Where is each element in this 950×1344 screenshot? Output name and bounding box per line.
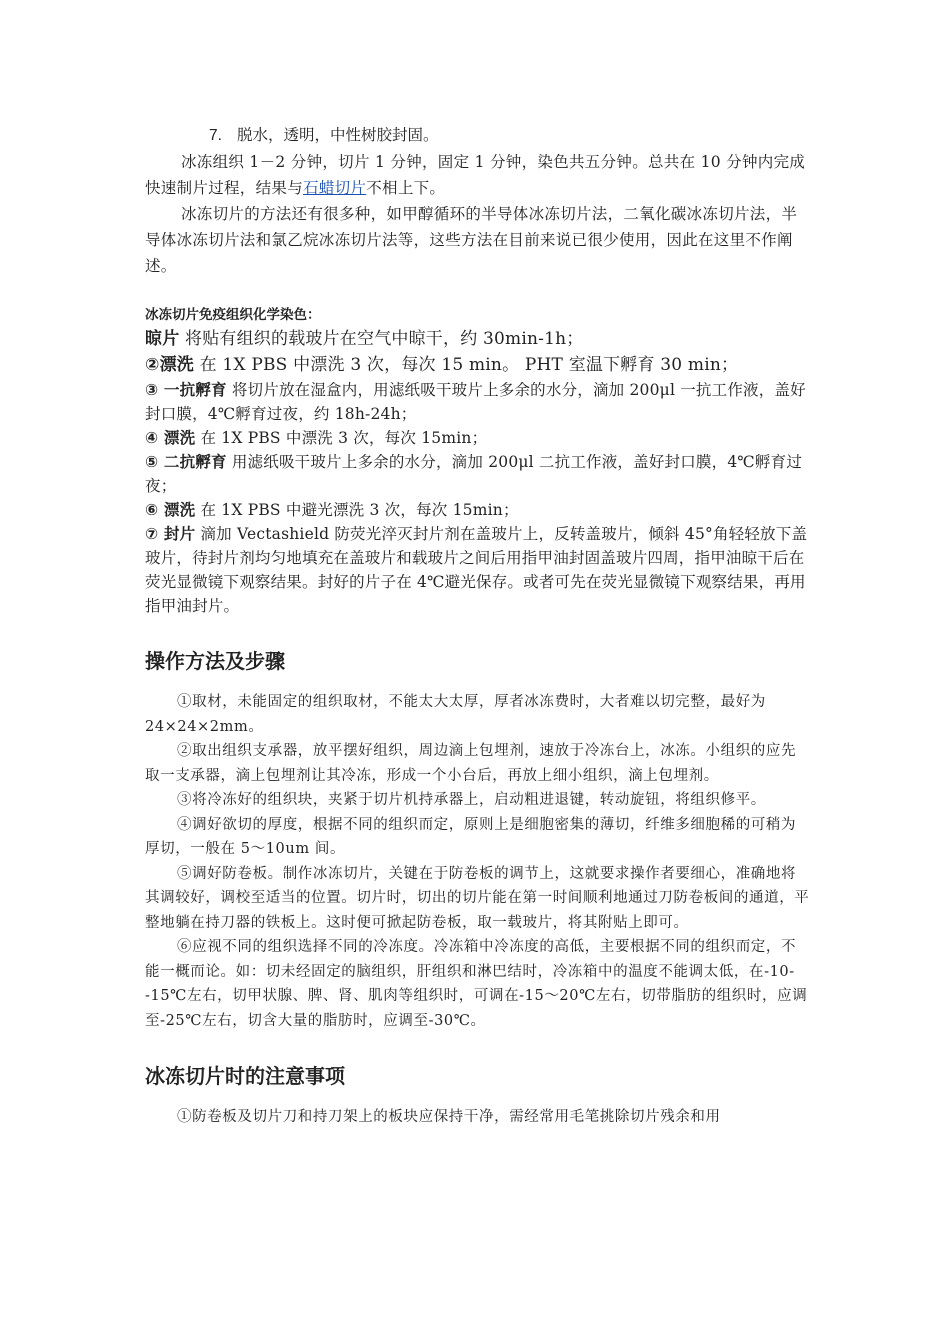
step-label: ③ 一抗孵育 (145, 381, 227, 399)
op-paragraph-2: ②取出组织支承器，放平摆好组织，周边滴上包埋剂，速放于冷冻台上，冰冻。小组织的应先取一支承器，滴上包埋剂让其冷冻，形成一个小台后，再放上细小组织，滴上包埋剂。 (145, 743, 797, 784)
ihc-step-6 (145, 498, 810, 522)
step-text: 将贴有组织的载玻片在空气中晾干，约 30min-1h； (179, 329, 584, 349)
step-text: 在 1X PBS 中漂洗 3 次，每次 15min； (195, 429, 488, 447)
step-label: ②漂洗 (145, 355, 194, 375)
step-label: ⑤ 二抗孵育 (145, 453, 227, 471)
ihc-title: 冰冻切片免疫组织化学染色： (145, 307, 321, 323)
list-text: 脱水，透明，中性树胶封固。 (237, 126, 439, 144)
document-page (145, 122, 810, 1130)
step-label: 晾片 (145, 329, 180, 349)
step-text: 滴加 Vectashield 防荧光淬灭封片剂在盖玻片上，反转盖玻片，倾斜 45°角轻轻放下盖玻片，待封片剂均匀地填充在盖玻片和载玻片之间后用指甲油封固盖玻片四周，指甲油晾干后在荧光显微镜下观察结果。封好的片子在 4℃避光保存。或者可先在荧光显微镜下观察结果，再用指甲油封片。 (145, 525, 808, 615)
section-title-operations: 操作方法及步骤 (145, 649, 285, 673)
op-paragraph-4: ④调好欲切的厚度，根据不同的组织而定，原则上是细胞密集的薄切，纤维多细胞稀的可稍为厚切，一般在 5～10um 间。 (145, 816, 797, 857)
ihc-step-7 (145, 522, 810, 618)
op-paragraph-1: ①取材，未能固定的组织取材，不能太大太厚，厚者冰冻费时，大者难以切完整，最好为 24×24×2mm。 (145, 694, 766, 735)
step-text: 将切片放在湿盒内，用滤纸吸干玻片上多余的水分，滴加 200μl 一抗工作液，盖好封口膜，4℃孵育过夜，约 18h-24h； (145, 381, 806, 423)
paragraph-text: 不相上下。 (366, 179, 446, 197)
ihc-step-5 (145, 450, 810, 498)
op-paragraph-5: ⑤调好防卷板。制作冰冻切片，关键在于防卷板的调节上，这就要求操作者要细心，准确地将其调较好，调校至适当的位置。切片时，切出的切片能在第一时间顺利地通过刀防卷板间的通道，平整地躺在持刀器的铁板上。这时便可掀起防卷板，取一载玻片，将其附贴上即可。 (145, 865, 810, 931)
step-text: 在 1X PBS 中避光漂洗 3 次，每次 15min； (195, 501, 519, 519)
op-paragraph-6: ⑥应视不同的组织选择不同的冷冻度。冷冻箱中冷冻度的高低，主要根据不同的组织而定，不能一概而论。如：切未经固定的脑组织，肝组织和淋巴结时，冷冻箱中的温度不能调太低，在-10- -15℃左右，切甲状腺、脾、肾、肌肉等组织时，可调在-15～20℃左右，切带脂肪的组织时，应调至-25℃左右，切含大量的脂肪时，应调至-30℃。 (145, 939, 808, 1029)
step-label: ⑥ 漂洗 (145, 501, 196, 519)
step-text: 用滤纸吸干玻片上多余的水分，滴加 200μl 二抗工作液，盖好封口膜，4℃孵育过夜； (145, 453, 803, 495)
list-number: 7. (209, 127, 222, 144)
step-label: ④ 漂洗 (145, 429, 196, 447)
paragraph-text: 冰冻组织 1－2 分钟，切片 1 分钟，固定 1 分钟，染色共五分钟。总共在 10 分钟内完成快速制片过程，结果与 (145, 153, 806, 197)
ihc-step-1 (145, 326, 810, 352)
ihc-step-2 (145, 352, 810, 378)
ihc-step-4 (145, 426, 810, 450)
list-item-7 (145, 122, 810, 149)
paragraph-methods: 冰冻切片的方法还有很多种，如甲醇循环的半导体冰冻切片法，二氧化碳冰冻切片法，半导体冰冻切片法和氯乙烷冰冻切片法等，这些方法在目前来说已很少使用，因此在这里不作阐述。 (145, 205, 798, 275)
step-label: ⑦ 封片 (145, 525, 196, 543)
notes-paragraph-1: ①防卷板及切片刀和持刀架上的板块应保持干净，需经常用毛笔挑除切片残余和用 (177, 1109, 721, 1125)
section-title-notes: 冰冻切片时的注意事项 (145, 1064, 345, 1088)
ihc-step-3 (145, 378, 810, 426)
paragraph-quick-section (145, 149, 810, 201)
paraffin-section-link[interactable]: 石蜡切片 (303, 179, 367, 197)
step-text: 在 1X PBS 中漂洗 3 次，每次 15 min。 PHT 室温下孵育 30 min； (194, 355, 739, 375)
op-paragraph-3: ③将冷冻好的组织块，夹紧于切片机持承器上，启动粗进退键，转动旋钮，将组织修平。 (177, 792, 766, 808)
